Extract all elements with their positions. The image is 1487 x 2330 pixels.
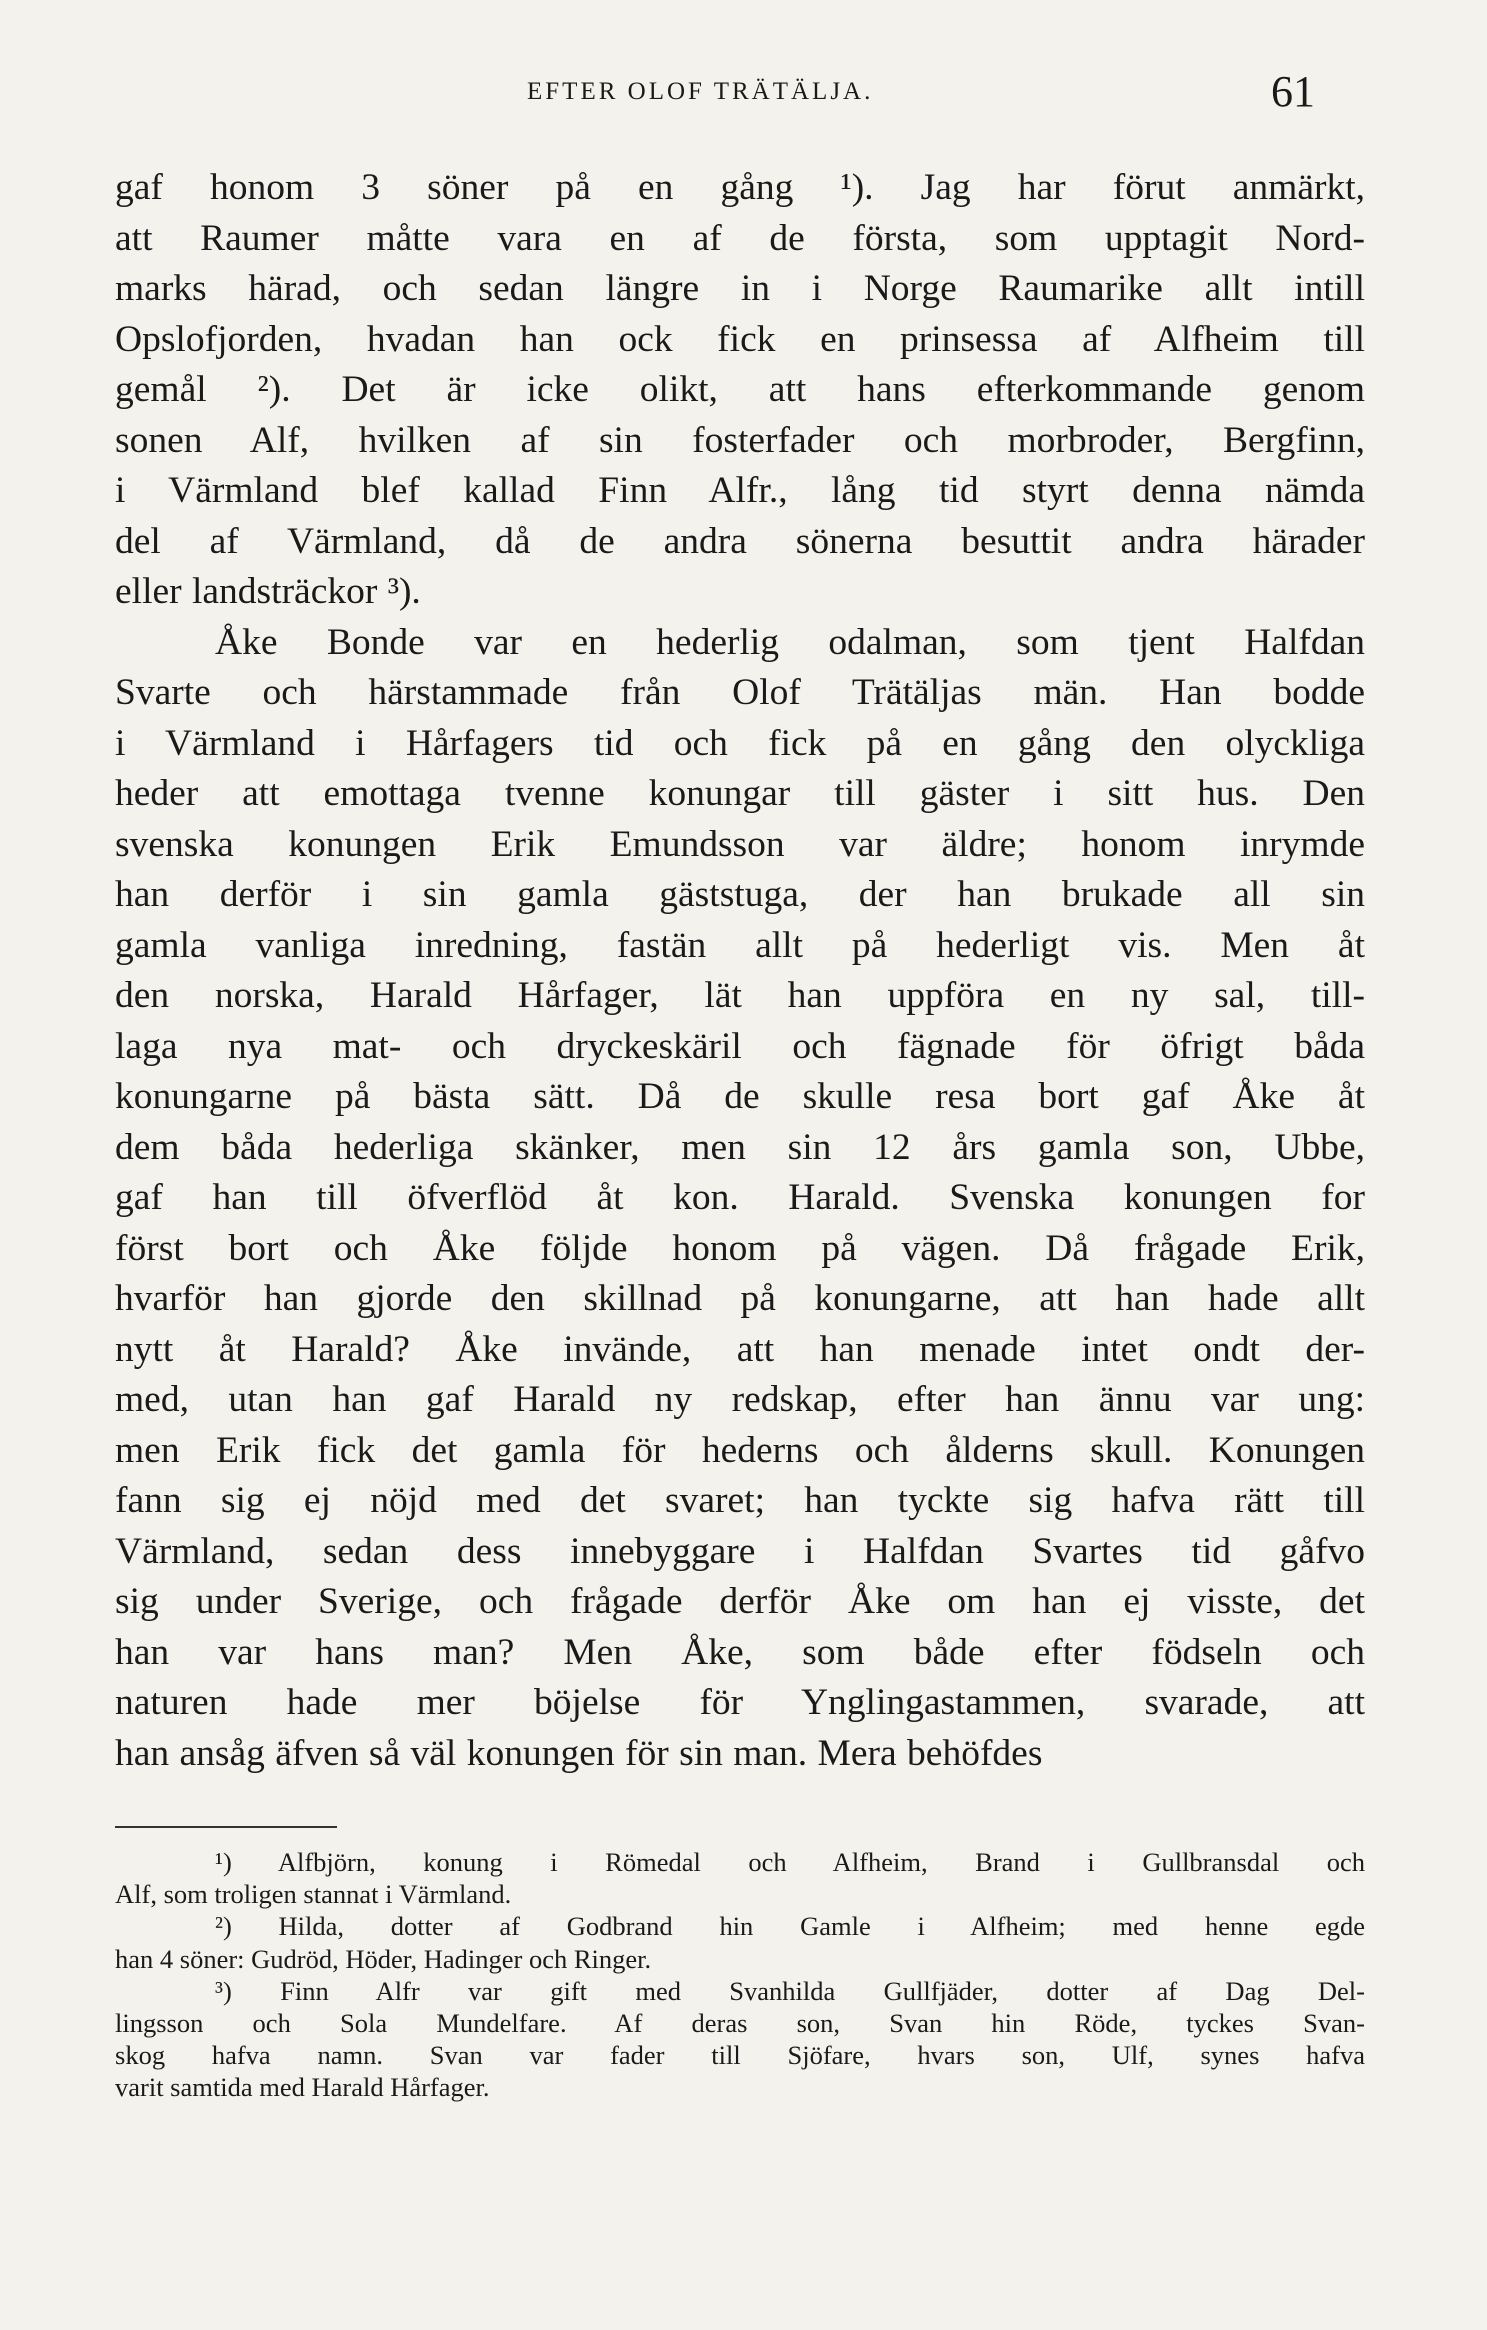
body-line: han var hans man? Men Åke, som både efter födseln och <box>115 1631 1365 1673</box>
body-line: han derför i sin gamla gäststuga, der han brukade all sin <box>115 874 1365 915</box>
body-line: dem båda hederliga skänker, men sin 12 års gamla son, Ubbe, <box>115 1126 1365 1168</box>
footnotes <box>115 1846 1365 2104</box>
body-line: Opslofjorden, hvadan han ock fick en prinsessa af Alfheim till <box>115 318 1365 360</box>
body-line: fann sig ej nöjd med det svaret; han tyckte sig hafva rätt till <box>115 1480 1365 1521</box>
body-line: först bort och Åke följde honom på vägen. Då frågade Erik, <box>115 1227 1365 1269</box>
footnote-line: han 4 söner: Gudröd, Höder, Hadinger och Ringer. <box>115 1943 652 1974</box>
page-number: 61 <box>1271 67 1315 116</box>
body-line: med, utan han gaf Harald ny redskap, efter han ännu var ung: <box>115 1379 1365 1420</box>
body-line: Värmland, sedan dess innebyggare i Halfdan Svartes tid gåfvo <box>115 1530 1365 1572</box>
footnote-line: lingsson och Sola Mundelfare. Af deras son, Svan hin Röde, tyckes Svan- <box>115 2007 1365 2038</box>
body-line: den norska, Harald Hårfager, lät han uppföra en ny sal, till- <box>115 975 1365 1016</box>
body-text <box>115 163 1365 1779</box>
body-line: svenska konungen Erik Emundsson var äldre; honom inrymde <box>115 823 1365 865</box>
body-line: han ansåg äfven så väl konungen för sin man. Mera behöfdes <box>115 1732 1043 1774</box>
footnote-line: skog hafva namn. Svan var fader till Sjöfare, hvars son, Ulf, synes hafva <box>115 2040 1365 2071</box>
body-line: heder att emottaga tvenne konungar till gäster i sitt hus. Den <box>115 773 1365 814</box>
body-line: Åke Bonde var en hederlig odalman, som tjent Halfdan <box>215 621 1365 663</box>
body-line: gamla vanliga inredning, fastän allt på hederligt vis. Men åt <box>115 924 1365 966</box>
running-title: EFTER OLOF TRÄTÄLJA. <box>527 78 874 105</box>
body-line: sonen Alf, hvilken af sin fosterfader och morbroder, Bergfinn, <box>115 419 1365 461</box>
body-line: naturen hade mer böjelse för Ynglingastammen, svarade, att <box>115 1682 1365 1723</box>
page-header <box>115 66 1315 126</box>
body-line: sig under Sverige, och frågade derför Åke om han ej visste, det <box>115 1581 1365 1622</box>
footnote-line: ²) Hilda, dotter af Godbrand hin Gamle i Alfheim; med henne egde <box>215 1911 1365 1942</box>
body-line: men Erik fick det gamla för hederns och ålderns skull. Konungen <box>115 1429 1365 1471</box>
footnote-line: Alf, som troligen stannat i Värmland. <box>115 1879 512 1910</box>
body-line: marks härad, och sedan längre in i Norge Raumarike allt intill <box>115 268 1365 309</box>
footnote-divider <box>115 1826 337 1828</box>
body-line: gemål ²). Det är icke olikt, att hans efterkommande genom <box>115 369 1365 410</box>
footnote-line: ³) Finn Alfr var gift med Svanhilda Gullfjäder, dotter af Dag Del- <box>215 1975 1365 2006</box>
body-line: hvarför han gjorde den skillnad på konungarne, att han hade allt <box>115 1278 1365 1319</box>
body-line: att Raumer måtte vara en af de första, som upptagit Nord- <box>115 217 1365 259</box>
body-line: laga nya mat- och dryckeskäril och fägnade för öfrigt båda <box>115 1025 1365 1067</box>
footnote-line: varit samtida med Harald Hårfager. <box>115 2072 490 2103</box>
body-line: i Värmland i Hårfagers tid och fick på en gång den olyckliga <box>115 722 1365 764</box>
body-line: gaf honom 3 söner på en gång ¹). Jag har förut anmärkt, <box>115 167 1365 208</box>
body-line: i Värmland blef kallad Finn Alfr., lång tid styrt denna nämda <box>115 470 1365 511</box>
body-line: Svarte och härstammade från Olof Trätäljas män. Han bodde <box>115 672 1365 713</box>
body-line: eller landsträckor ³). <box>115 571 421 612</box>
body-line: nytt åt Harald? Åke invände, att han menade intet ondt der- <box>115 1328 1365 1370</box>
body-line: konungarne på bästa sätt. Då de skulle resa bort gaf Åke åt <box>115 1076 1365 1117</box>
body-line: del af Värmland, då de andra sönerna besuttit andra härader <box>115 520 1365 562</box>
body-line: gaf han till öfverflöd åt kon. Harald. Svenska konungen for <box>115 1177 1365 1218</box>
footnote-line: ¹) Alfbjörn, konung i Römedal och Alfheim, Brand i Gullbransdal och <box>215 1847 1365 1877</box>
